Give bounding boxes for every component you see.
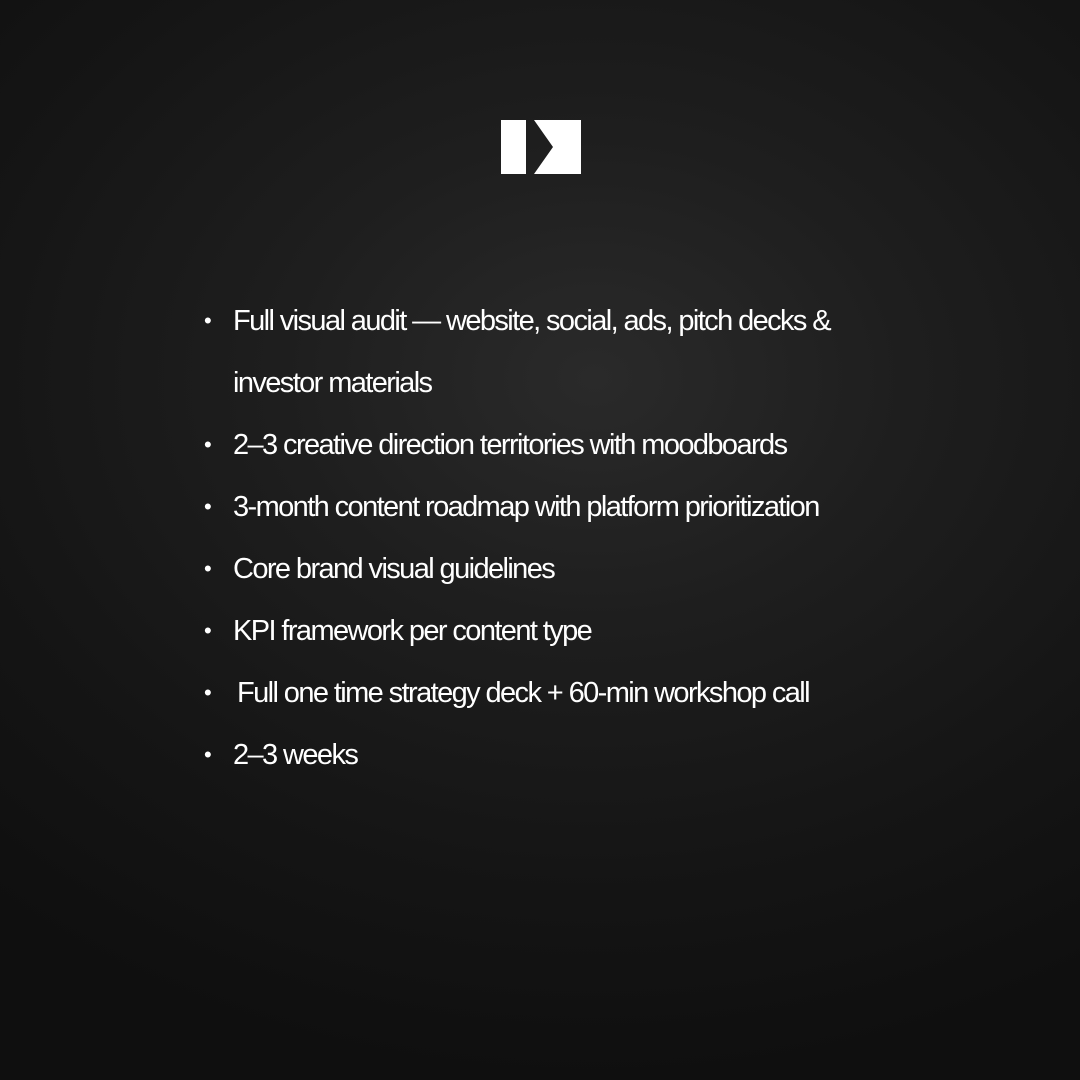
k-logo-icon — [501, 120, 581, 174]
list-item — [200, 290, 920, 414]
bullet-icon: • — [204, 308, 212, 333]
list-item — [200, 538, 920, 600]
list-item-text: KPI framework per content type — [233, 615, 592, 647]
bullet-icon: • — [204, 494, 212, 519]
list-item-text: 3-month content roadmap with platform prioritization — [233, 491, 819, 523]
bullet-icon: • — [204, 618, 212, 643]
list-item — [200, 476, 920, 538]
list-item — [200, 600, 920, 662]
list-item — [200, 724, 920, 786]
bullet-icon: • — [204, 432, 212, 457]
list-item-text: 2–3 creative direction territories with moodboards — [233, 429, 787, 461]
bullet-icon: • — [204, 680, 212, 705]
list-item-text: 2–3 weeks — [233, 739, 358, 771]
bullet-icon: • — [204, 556, 212, 581]
list-item-text: Full one time strategy deck + 60-min workshop call — [237, 677, 809, 709]
list-item-text: Core brand visual guidelines — [233, 553, 555, 585]
bullet-icon: • — [204, 742, 212, 767]
deliverables-list — [200, 290, 920, 786]
list-item-text: Full visual audit — website, social, ads, pitch decks & investor materials — [233, 305, 831, 399]
list-item — [200, 414, 920, 476]
list-item — [200, 662, 920, 724]
